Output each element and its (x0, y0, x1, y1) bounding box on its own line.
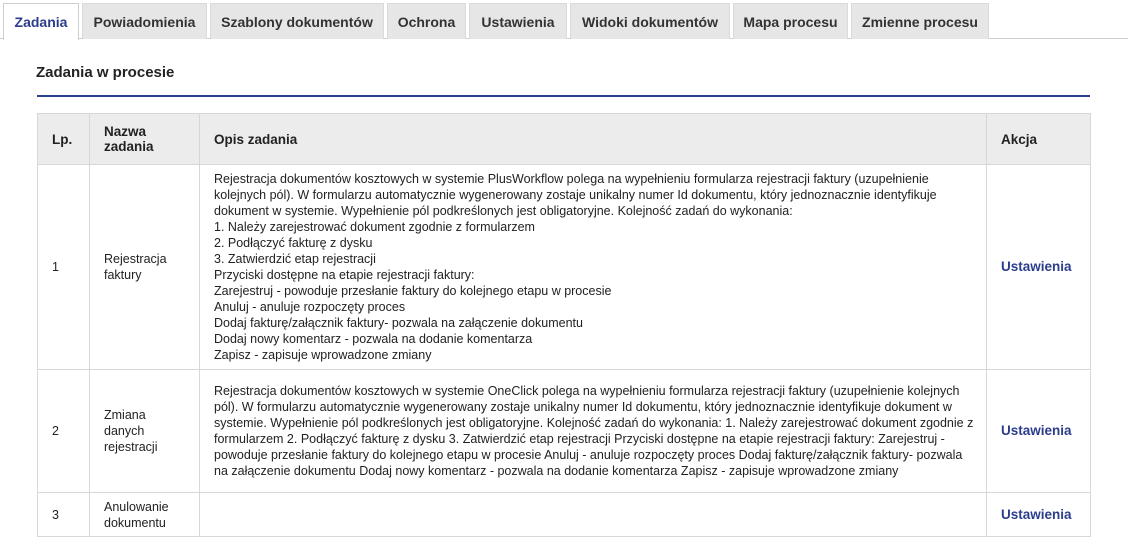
row-name: Anulowanie dokumentu (90, 493, 200, 537)
tab-zadania[interactable] (3, 3, 79, 40)
row-action-cell (987, 370, 1091, 493)
header-desc: Opis zadania (200, 114, 987, 165)
table-header-row (38, 114, 1091, 165)
row-desc: Rejestracja dokumentów kosztowych w systemie PlusWorkflow polega na wypełnieniu formularza rejestracji faktury (uzupełnienie kolejnych pól). W formularzu automatycznie wygenerowany zostaje unikalny numer Id dokumentu, który jednoznacznie identyfikuje dokument w systemie. Wypełnienie pól podkreślonych jest obligatoryjne. Kolejność zadań do wykonania: 1. Należy zarejestrować dokument zgodnie z formularzem 2. Podłączyć fakturę z dysku 3. Zatwierdzić etap rejestracji Przyciski dostępne na etapie rejestracji faktury: Zarejestruj - powoduje przesłanie faktury do kolejnego etapu w procesie Anuluj - anuluje rozpoczęty proces Dodaj fakturę/załącznik faktury- pozwala na załączenie dokumentu Dodaj nowy komentarz - pozwala na dodanie komentarza Zapisz - zapisuje wprowadzone zmiany (200, 165, 987, 370)
tab-mapa-procesu[interactable] (733, 3, 848, 39)
title-divider (37, 95, 1090, 97)
row-action-cell (987, 493, 1091, 537)
tab-szablony-dokumentow[interactable] (210, 3, 384, 39)
row-lp: 2 (38, 370, 90, 493)
tab-zmienne-procesu[interactable] (851, 3, 989, 39)
row-name: Zmiana danych rejestracji (90, 370, 200, 493)
tab-ustawienia[interactable] (469, 3, 567, 39)
tab-bar (0, 0, 1128, 39)
row-desc (200, 493, 987, 537)
settings-link[interactable]: Ustawienia (1001, 259, 1072, 274)
header-action: Akcja (987, 114, 1091, 165)
settings-link[interactable]: Ustawienia (1001, 506, 1072, 522)
row-action-cell (987, 165, 1091, 370)
tab-widoki-dokumentow[interactable] (570, 3, 730, 39)
tab-label: Zadania (14, 14, 68, 30)
tab-label: Ochrona (397, 13, 456, 30)
tab-label: Widoki dokumentów (582, 13, 718, 30)
settings-link[interactable]: Ustawienia (1001, 423, 1072, 438)
row-name: Rejestracja faktury (90, 165, 200, 370)
table-row (38, 493, 1091, 537)
tab-label: Szablony dokumentów (221, 13, 373, 30)
tasks-table (37, 113, 1091, 537)
tab-ochrona[interactable] (387, 3, 466, 39)
tab-label: Ustawienia (481, 13, 555, 30)
page-title: Zadania w procesie (36, 64, 175, 81)
row-lp: 3 (38, 493, 90, 537)
header-lp: Lp. (38, 114, 90, 165)
tab-label: Zmienne procesu (862, 13, 978, 30)
table-row (38, 165, 1091, 370)
tab-label: Mapa procesu (743, 13, 838, 30)
table-row (38, 370, 1091, 493)
row-desc: Rejestracja dokumentów kosztowych w systemie OneClick polega na wypełnieniu formularza rejestracji faktury (uzupełnienie kolejnych pól). W formularzu automatycznie wygenerowany zostaje unikalny numer Id dokumentu, który jednoznacznie identyfikuje dokument w systemie. Wypełnienie pól podkreślonych jest obligatoryjne. Kolejność zadań do wykonania: 1. Należy zarejestrować dokument zgodnie z formularzem 2. Podłączyć fakturę z dysku 3. Zatwierdzić etap rejestracji Przyciski dostępne na etapie rejestracji faktury: Zarejestruj - powoduje przesłanie faktury do kolejnego etapu w procesie Anuluj - anuluje rozpoczęty proces Dodaj fakturę/załącznik faktury- pozwala na załączenie dokumentu Dodaj nowy komentarz - pozwala na dodanie komentarza Zapisz - zapisuje wprowadzone zmiany (200, 370, 987, 493)
tab-powiadomienia[interactable] (82, 3, 207, 39)
tab-label: Powiadomienia (93, 13, 196, 30)
header-name: Nazwa zadania (90, 114, 200, 165)
row-lp: 1 (38, 165, 90, 370)
